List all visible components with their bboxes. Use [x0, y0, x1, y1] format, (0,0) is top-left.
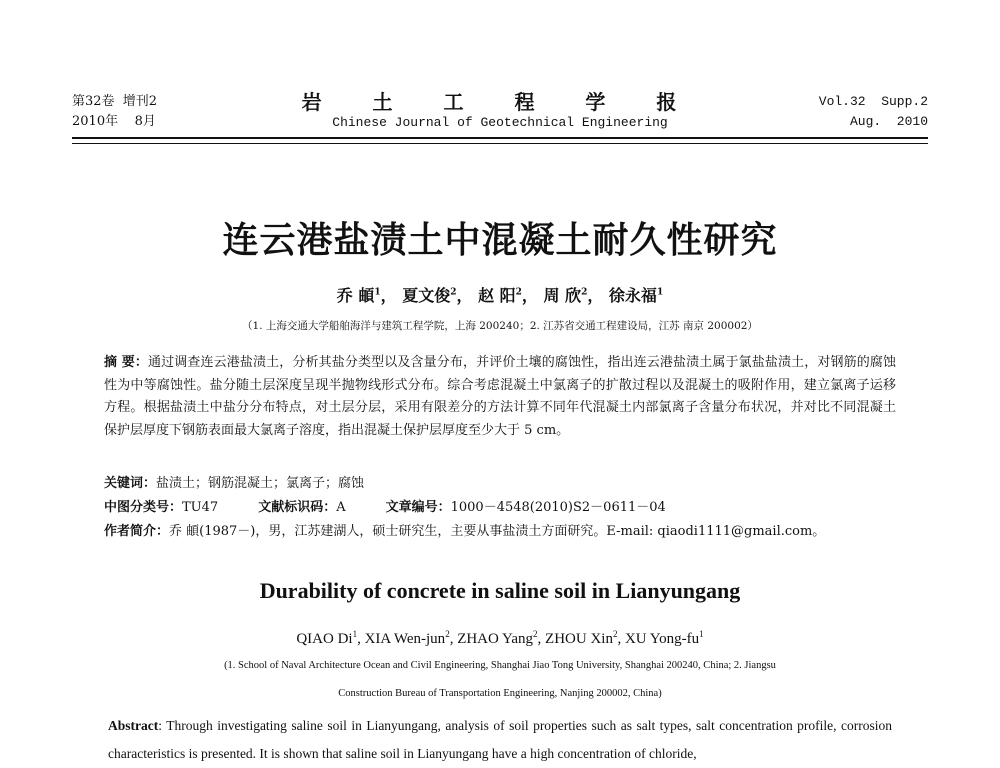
author-aff-mark: 1 — [374, 287, 381, 298]
journal-title-en: Chinese Journal of Geotechnical Engineering — [332, 115, 668, 130]
affiliation-en-line1: (1. School of Naval Architecture Ocean and Civil Engineering, Shanghai Jiao Tong University, Shanghai 200240, China; 2. Jiangsu — [224, 660, 776, 671]
author-cn: 夏文俊 — [402, 286, 451, 305]
journal-title-cn: 岩 土 工 程 学 报 — [301, 90, 699, 114]
header-right — [819, 92, 928, 132]
author-en: QIAO Di — [296, 631, 353, 647]
abstract-en-text: : Through investigating saline soil in Lianyungang, analysis of soil properties such as salt types, salt concentration profile, corrosion characteristics is presented. It is shown that saline soil in Lianyungang have a high concentration of chloride, — [108, 718, 892, 761]
author-list-en: QIAO Di$^1$, XIA Wen-jun$^2$, ZHAO Yang$^2$, ZHOU Xin$^2$, XU Yong-$fu^1$ — [296, 629, 704, 647]
author-aff-mark: 1 — [699, 629, 704, 639]
author-cn: 乔 頔 — [336, 286, 375, 305]
author-cn: 周 欣 — [543, 286, 582, 305]
affiliation-cn: （1. 上海交通大学船舶海洋与建筑工程学院，上海 200240；2. 江苏省交通工程建设局，江苏 南京 200002） — [242, 320, 758, 332]
classification-line — [104, 498, 904, 518]
paper-title-en: Durability of concrete in saline soil in Lianyungang — [259, 578, 741, 603]
keywords-line — [104, 474, 904, 494]
article-no-label: 文章编号： — [385, 500, 451, 515]
author-aff-mark: 1 — [352, 629, 358, 639]
article-no-value: 1000－4548(2010)S2－0611－04 — [450, 500, 666, 515]
header-rule-thick — [72, 137, 928, 139]
author-aff-mark: 2 — [533, 629, 538, 639]
author-aff-mark: 2 — [581, 287, 588, 298]
author-list-cn: 乔 頔$^1$， 夏文俊$^2$， 赵 阳$^2$， 周 欣$^2$， 徐永福$^1$ — [336, 286, 664, 305]
author-aff-mark: 2 — [612, 629, 618, 639]
clc-value: TU47 — [182, 500, 219, 515]
author-bio-text: 乔 頔(1987－)，男，江苏建湖人，硕士研究生，主要从事盐渍土方面研究。E-mail: qiaodi1111@gmail.com。 — [169, 524, 826, 539]
author-bio-line — [104, 522, 904, 542]
paper-title-cn: 连云港盐渍土中混凝土耐久性研究 — [222, 220, 778, 261]
author-bio-label: 作者简介： — [104, 524, 170, 539]
author-aff-mark: 2 — [450, 287, 457, 298]
author-aff-mark: 1 — [656, 287, 664, 298]
author-cn: 赵 阳 — [478, 286, 516, 305]
author-en: ZHOU Xin — [545, 631, 613, 647]
abstract-en-label: Abstract — [108, 718, 159, 733]
author-en: XU Yong-fu — [624, 631, 700, 647]
author-aff-mark: 2 — [515, 287, 522, 298]
keywords-text: 盐渍土；钢筋混凝土；氯离子；腐蚀 — [156, 476, 365, 491]
author-en: XIA Wen-jun — [364, 631, 446, 647]
volume-en: Vol.32 Supp.2 — [818, 94, 928, 109]
keywords-label: 关键词： — [104, 476, 157, 491]
doc-code-value: A — [336, 500, 346, 515]
date-cn: 2010年 8月 — [72, 114, 156, 129]
abstract-cn-text: 通过调查连云港盐渍土，分析其盐分类型以及含量分布，并评价土壤的腐蚀性，指出连云港盐渍土属于氯盐盐渍土，对钢筋的腐蚀性为中等腐蚀性。盐分随土层深度呈现半抛物线形式分布。综合考虑混凝土中氯离子的扩散过程以及混凝土的吸附作用，建立氯离子运移方程。根据盐渍土中盐分分布特点，对土层分层，采用有限差分的方法计算不同年代混凝土内部氯离子含量分布状况，并对比不同混凝土保护层厚度下钢筋表面最大氯离子溶度，指出混凝土保护层厚度至少大于 5 cm。 — [104, 355, 896, 438]
affiliation-en-line2: Construction Bureau of Transportation Engineering, Nanjing 200002, China) — [338, 688, 662, 699]
header-rule-thin — [72, 143, 928, 144]
volume-issue-cn: 第32卷 增刊2 — [72, 94, 158, 109]
doc-code-label: 文献标识码： — [258, 500, 337, 515]
clc-label: 中图分类号： — [104, 500, 183, 515]
author-en: ZHAO Yang — [457, 631, 534, 647]
abstract-cn-label: 摘 要： — [104, 355, 149, 370]
date-en: Aug. 2010 — [849, 114, 928, 129]
author-aff-mark: 2 — [445, 629, 450, 639]
author-cn: 徐永福 — [608, 286, 657, 305]
abstract-cn — [104, 352, 896, 442]
